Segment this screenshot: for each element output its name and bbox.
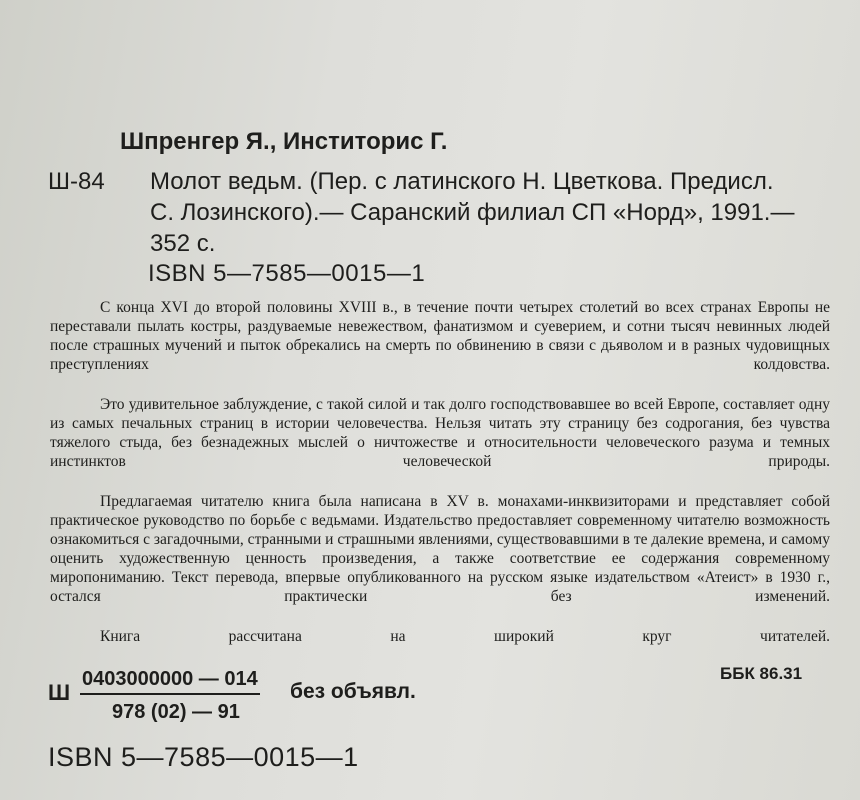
abstract-paragraph: С конца XVI до второй половины XVIII в., в течение почти четырех столетий во всех странах Европы не переставали пылать костры, раздуваемые невежеством, фанатизмом и суеверием, и сотни тысяч невинных людей после страшных мучений и пыток обрекались на смерть по обвинению в связи с дьяволом и в разных чудовищных преступлениях колдовства.	[50, 299, 830, 373]
bibliographic-line: С. Лозинского).— Саранский филиал СП «Норд», 1991.—	[150, 199, 795, 226]
isbn-top: ISBN 5—7585—0015—1	[148, 260, 426, 287]
bibliographic-line: Молот ведьм. (Пер. с латинского Н. Цветкова. Предисл.	[150, 168, 774, 195]
abstract-paragraph: Книга рассчитана на широкий круг читателей.	[100, 628, 830, 645]
code-numerator: 0403000000 — 014	[80, 668, 260, 695]
abstract	[50, 298, 830, 667]
isbn-bottom: ISBN 5—7585—0015—1	[48, 742, 359, 772]
abstract-paragraph: Это удивительное заблуждение, с такой силой и так долго господствовавшее во всей Европе, составляет одну из самых печальных страниц в истории человечества. Нельзя читать эту страницу без содрогания, без чувства тяжелого стыда, без безнадежных мыслей о ничтожестве и относительности человеческого разума и темных инстинктов человеческой природы.	[50, 396, 830, 470]
abstract-paragraph: Предлагаемая читателю книга была написана в XV в. монахами-инквизиторами и представляет собой практическое руководство по борьбе с ведьмами. Издательство предоставляет современному читателю возможность ознакомиться с загадочными, странными и страшными явлениями, существовавшими в те далекие времена, и самому оценить художественную ценность произведения, а также соответствие ее содержания современному миропониманию. Текст перевода, впервые опубликованного на русском языке издательством «Атеист» в 1930 г., остался практически без изменений.	[50, 493, 830, 605]
code-denominator: 978 (02) — 91	[112, 701, 240, 723]
bibliographic-description	[150, 166, 860, 259]
code-fraction	[80, 668, 260, 724]
bibliographic-line: 352 с.	[150, 230, 216, 257]
price-note: без объявл.	[290, 680, 416, 703]
code-letter: Ш	[48, 680, 71, 705]
author-line: Шпренгер Я., Инститорис Г.	[120, 128, 448, 155]
classification-code: Ш-84	[48, 168, 105, 195]
bbk-code: ББК 86.31	[720, 664, 803, 683]
